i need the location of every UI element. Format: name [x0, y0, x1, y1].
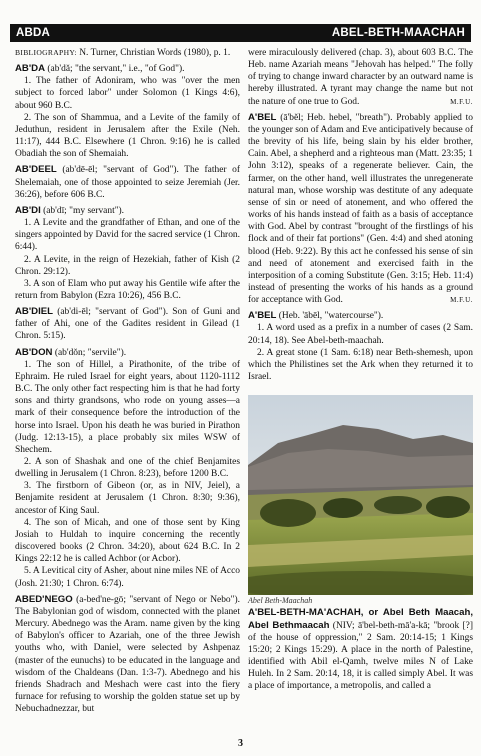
entry-abdiel [15, 306, 240, 342]
entry-abda [15, 63, 240, 75]
abednego-continuation-text: were miraculously delivered (chap. 3), about 603 B.C. The Heb. name Azariah means "Jehovah has helped." The folly of trying to change inward character by an outward name is hereby illustrated. A tyrant may change the name but not the nature of one true to God. [248, 48, 473, 107]
bibliography-label: BIBLIOGRAPHY: [15, 48, 77, 57]
abednego-continuation [248, 47, 473, 108]
abdon-sense-3: 3. The firstborn of Gibeon (or, as in NIV, Jeiel), a Benjamite resident at Jerusalem (1 Chron. 8:30; 9:36), ancestor of King Saul. [15, 481, 240, 516]
page-number: 3 [238, 738, 243, 749]
header-right-guideword: ABEL-BETH-MAACHAH [331, 27, 465, 39]
running-header [10, 24, 471, 42]
entry-abednego [15, 594, 240, 716]
photo-caption: Abel Beth-Maachah [248, 596, 313, 606]
text-abdiel: (ab'di-ēl; "servant of God"). Son of Guni and father of Ahi, one of the Gadites resident in Gilead (1 Chron. 5:15). [15, 307, 240, 342]
headword-abednego: ABED'NEGO [15, 593, 73, 605]
headword-abdeel: AB'DEEL [15, 164, 57, 176]
entry-abel-watercourse [248, 310, 473, 322]
headword-abel-beth-maachah: A'BEL-BETH-MA'ACHAH, or Abel Beth Maacah, Abel Bethmaacah [248, 607, 473, 631]
abel-2-sense-1: 1. A word used as a prefix in a number of cases (2 Sam. 20:14, 18). See Abel-beth-maachah. [248, 323, 473, 346]
abel-2-sense-2: 2. A great stone (1 Sam. 6:18) near Beth-shemesh, upon which the Philistines set the Ark when they returned it to Israel. [248, 347, 473, 383]
abdi-sense-1: 1. A Levite and the grandfather of Ethan, and one of the singers appointed by David for the sacred service (1 Chron. 6:44). [15, 218, 240, 253]
text-abel: (ā'bĕl; Heb. hebel, "breath"). Probably applied to the younger son of Adam and Eve anticipatively because of the brevity of his life, being slain by his elder brother, Cain. Abel, a shepherd and a righteous man (Matt. 23:35; 1 John 3:12), speaks of a regenerate believer. Cain, the farmer, on the other hand, well illustrates the unregenerate natural man, whose worship was destitute of any adequate sense of sin or need of atonement, and who offered the works of his hands instead of faith as a basis of acceptance with God. Abel by contrast "brought of the firstlings of his flock and of their fat portions" (Gen. 4:4) and shed atoning blood (Heb. 9:22). By this act he confessed his sense of sin and need of atonement and exercised faith in the interposition of a coming Substitute (Gen. 3:15; Heb. 11:4) instead of presenting the works of his hands as a ground for acceptance with God. [248, 112, 473, 306]
entry-abdi [15, 205, 240, 217]
headword-abdiel: AB'DIEL [15, 306, 53, 318]
author-initials: M.F.U. [450, 97, 473, 106]
gloss-abel-2: (Heb. 'ābēl, "watercourse"). [276, 311, 384, 322]
abdi-sense-2: 2. A Levite, in the reign of Hezekiah, father of Kish (2 Chron. 29:12). [15, 254, 240, 277]
right-column [248, 47, 473, 692]
gloss-abdon: (ab'dŏn; "servile"). [52, 347, 127, 358]
abdon-sense-5: 5. A Levitical city of Asher, about nine miles NE of Acco (Josh. 21:30; 1 Chron. 6:74). [15, 566, 240, 589]
landscape-photo [248, 395, 473, 595]
abda-sense-2: 2. The son of Shammua, and a Levite of the family of Jeduthun, resident in Jerusalem after the Exile (Neh. 11:17), 444 B.C. Elsewhere (1 Chron. 9:16) he is called Obadiah the son of Shemaiah. [15, 112, 240, 160]
entry-abel-beth-maachah [248, 607, 473, 692]
text-abednego: (a-bed'ne-gō; "servant of Nego or Nebo"). The Babylonian god of wisdom, connected with the planet Mercury. Abednego was the Aram. name given by the king of Babylon's officer to Azariah, one of the three Jewish youths who, with Daniel, were selected by Ashpenaz (master of the eunuchs) to be educated in the language and wisdom of the Chaldeans (Dan. 1:3-7). Abednego and his friends Shadrach and Meshach were cast into the fiery furnace for refusing to worship the golden statue set up by Nebuchadnezzar, but [15, 594, 240, 715]
headword-abdi: AB'DI [15, 204, 41, 216]
gloss-abdi: (ab'dī; "my servant"). [40, 205, 125, 216]
abdon-sense-4: 4. The son of Micah, and one of those sent by King Josiah to Huldah to inquire concerning the recently discovered books (2 Chron. 34:20), about 624 B.C. In 2 Kings 22:12 he is called Achbor (or Acbor). [15, 517, 240, 565]
text-abdeel: (ab'dē-ēl; "servant of God"). The father of Shelemaiah, one of those appointed to seize Jeremiah (Jer. 36:26), before 606 B.C. [15, 165, 240, 200]
abdi-sense-3: 3. A son of Elam who put away his Gentile wife after the return from Babylon (Ezra 10:26), 456 B.C. [15, 278, 240, 301]
headword-abdon: AB'DON [15, 346, 53, 358]
headword-abda: AB'DA [15, 63, 45, 75]
landscape-photo-drawing [248, 395, 473, 595]
abda-sense-1: 1. The father of Adoniram, who was "over the men subject to forced labor" under Solomon (1 Kings 4:6), about 960 B.C. [15, 76, 240, 111]
bibliography-line [15, 47, 240, 59]
left-column [15, 47, 240, 715]
abdon-sense-2: 2. A son of Shashak and one of the chief Benjamites dwelling in Jerusalem (1 Chron. 8:23), before 1200 B.C. [15, 457, 240, 480]
abdon-sense-1: 1. The son of Hillel, a Pirathonite, of the tribe of Ephraim. He ruled Israel for eight years, about 1120-1112 B.C. The only other fact respecting him is that he had forty sons and thirty grandsons, who rode on young asses—a mark of their consequence before the introduction of the horse into Israel. Upon his death he was buried in Pirathon (Judg. 12:13-15), a place probably six miles WSW of Shechem. [15, 359, 240, 455]
author-initials: M.F.U. [450, 296, 473, 305]
entry-abdon [15, 347, 240, 359]
headword-abel-2: A'BEL [248, 310, 277, 322]
bibliography-text: N. Turner, Christian Words (1980), p. 1. [79, 48, 231, 58]
gloss-abda: (ab'dă; "the servant," i.e., "of God"). [45, 64, 185, 75]
text-abel-beth-maachah: (NIV; ā'bel-beth-mā'a-kā; "brook [?] of the house of oppression," 2 Sam. 20:14-15; 1 Kings 15:20; 2 Kings 15:29). A place in the north of Palestine, identified with Abil el-Qamh, twelve miles N of Lake Huleh. In 2 Sam. 20:14, 18, it is called simply Abel. It was a place of importance, a metropolis, and called a [248, 620, 473, 692]
entry-abel [248, 112, 473, 307]
header-left-guideword: ABDA [16, 27, 51, 39]
headword-abel: A'BEL [248, 111, 277, 123]
entry-abdeel [15, 164, 240, 200]
